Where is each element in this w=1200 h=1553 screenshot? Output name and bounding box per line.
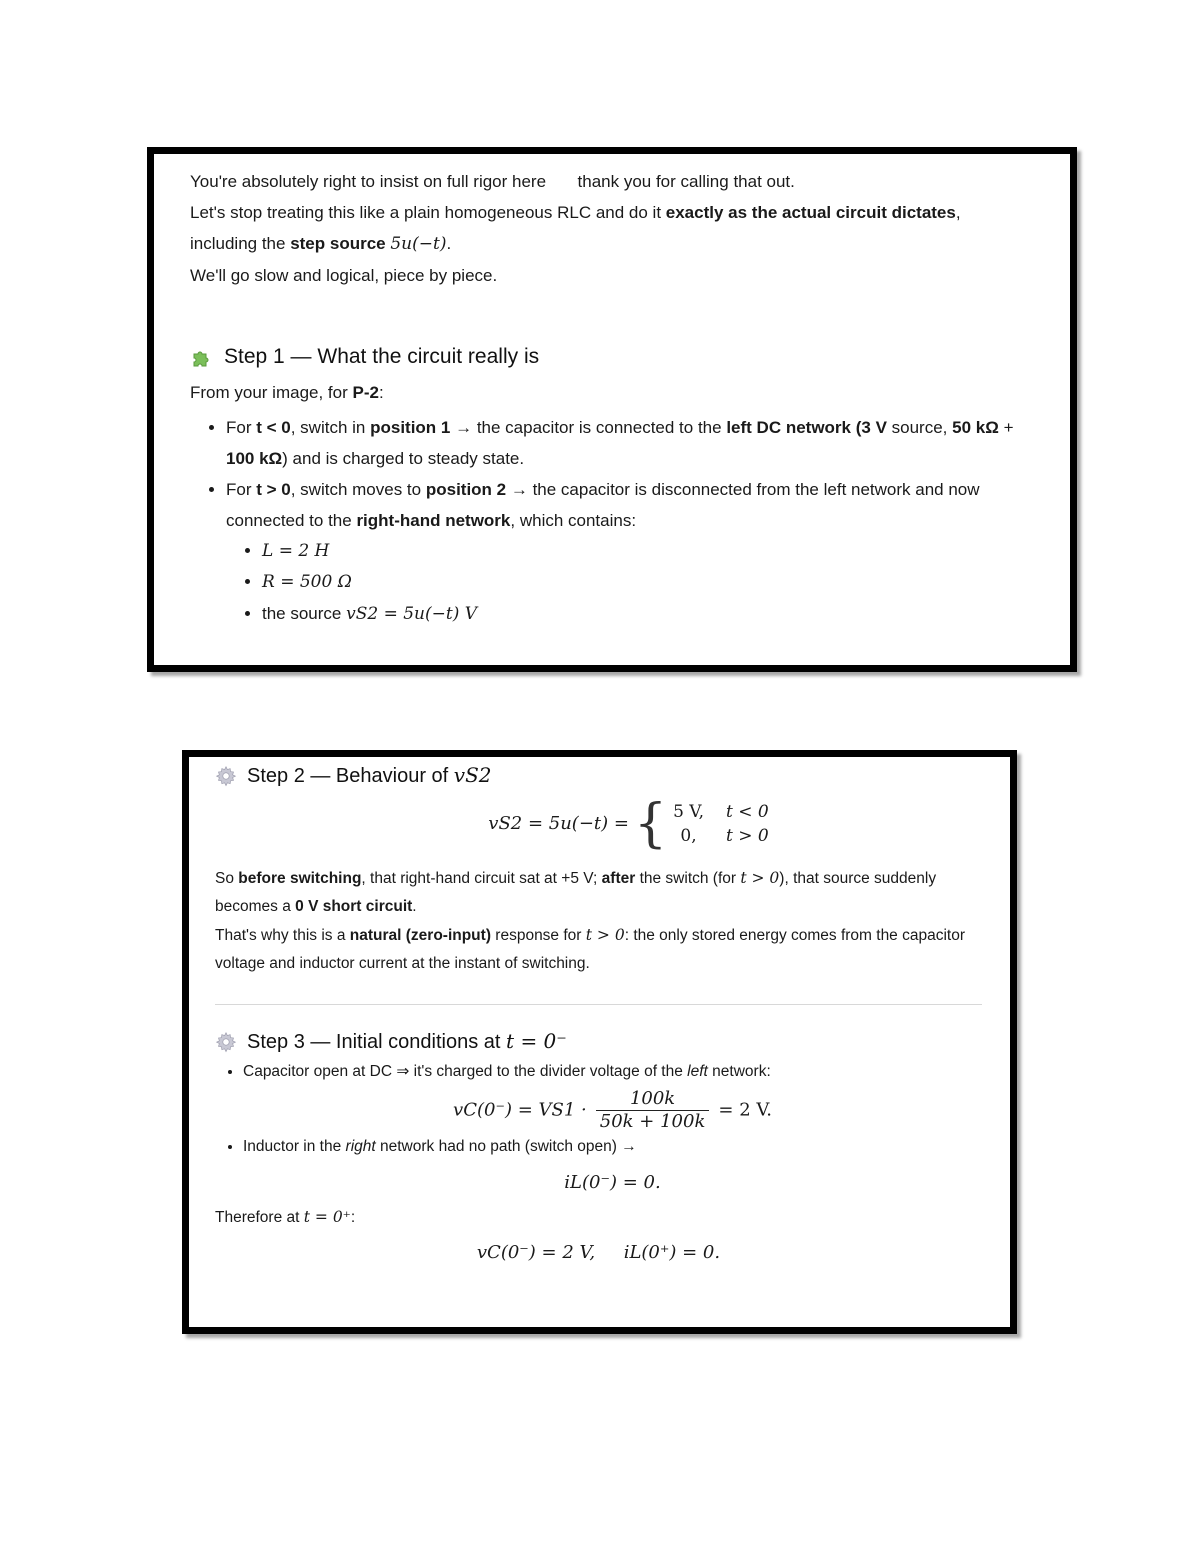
so-text: ), that source suddenly becomes a (215, 870, 937, 915)
b2-right: right-hand network (356, 511, 511, 530)
initial-conditions-list (215, 1058, 982, 1197)
step-source-expr: 5u(−t) (390, 234, 447, 254)
b1-3v: 3 V (861, 418, 887, 437)
step2-heading (215, 763, 982, 788)
c1-italic: left (687, 1063, 708, 1080)
intro-text: Let's stop treating this like a plain homogeneous RLC and do it (190, 203, 666, 222)
step1-heading (190, 345, 1034, 369)
source-text: the source (262, 604, 347, 623)
c2-text: Inductor in the (243, 1138, 346, 1155)
intro-text: thank you for calling that out. (577, 172, 795, 191)
case1-cond: t < 0 (726, 802, 769, 822)
intro-bold: exactly as the actual circuit dictates (665, 203, 956, 222)
inductor-bullet (243, 1133, 982, 1197)
intro-text: including the (190, 234, 291, 253)
vc-lhs: vC(0⁻) = VS1 · (453, 1099, 587, 1121)
b2-text: , which contains: (510, 511, 637, 530)
so-bold: 0 V short circuit (295, 898, 413, 915)
c2-italic: right (345, 1138, 376, 1155)
answer-panel-2 (182, 750, 1017, 1334)
circuit-bullets (190, 412, 1034, 630)
step2-var: vS2 (453, 763, 492, 787)
b1-text: ) and is charged to steady state. (282, 449, 525, 468)
b1-r2: 100 kΩ (226, 449, 283, 468)
case2-value: 0, (680, 826, 697, 846)
vs2-lhs: vS2 = 5u(−t) = (488, 812, 629, 834)
divider-fraction (596, 1088, 710, 1133)
step1-title: Step 1 — What the circuit really is (224, 345, 540, 368)
vc-equation (243, 1088, 982, 1133)
b1-pos: position 1 (370, 418, 451, 437)
resistor-value: • R = 500 Ω (262, 567, 1034, 598)
source-value (262, 598, 1034, 630)
puzzle-piece-icon (190, 345, 214, 369)
bullet-t-positive (226, 474, 1034, 630)
source-expr: vS2 = 5u(−t) V (346, 604, 478, 624)
c1-text: network: (707, 1063, 771, 1080)
so-text: . (412, 898, 417, 915)
b2-pos: position 2 (425, 480, 507, 499)
right-network-items (226, 536, 1034, 630)
b2-text: → the capacitor is disconnected from the left network and now connected to the (226, 480, 980, 530)
step3-heading (215, 1029, 982, 1054)
so-text: , that right-hand circuit sat at +5 V; (361, 870, 602, 887)
step2-title (247, 763, 492, 788)
intro-line-2: Let's stop treating this like a plain homogeneous RLC and do it exactly as the actual circuit dictates, (190, 203, 961, 222)
intro-line-3: including the step source 5u(−t). (190, 234, 452, 254)
b1-left: left DC network (726, 418, 851, 437)
c1-text: Capacitor open at DC ⇒ it's charged to the divider voltage of the (243, 1063, 688, 1080)
therefore-line (215, 1203, 982, 1232)
b1-text: + (998, 418, 1014, 437)
why-text: response for (490, 927, 586, 944)
final-equation: vC(0⁻) = 2 V, iL(0⁺) = 0. (476, 1242, 721, 1263)
therefore-text: Therefore at (215, 1209, 304, 1226)
so-bold: after (601, 870, 636, 887)
before-after-paragraph (215, 864, 982, 921)
case2-cond: t > 0 (726, 826, 769, 846)
b1-text: For (226, 418, 257, 437)
b2-text: , switch moves to (290, 480, 426, 499)
frac-numerator: 100k (596, 1088, 710, 1111)
intro-line-4: We'll go slow and logical, piece by piece. (190, 266, 498, 285)
il-equation: iL(0⁻) = 0. (564, 1172, 661, 1193)
so-math: t > 0 (740, 869, 780, 887)
why-math: t > 0 (585, 926, 625, 944)
step3-var: t = 0⁻ (506, 1029, 567, 1053)
vc-rhs: = 2 V. (718, 1099, 772, 1121)
b1-text: , switch in (290, 418, 371, 437)
b1-text: source, (886, 418, 953, 437)
intro-line-1 (190, 166, 1034, 197)
vs2-piecewise (275, 794, 982, 854)
answer-panel-1 (147, 147, 1077, 672)
so-text: So (215, 870, 239, 887)
capacitor-bullet (243, 1058, 982, 1133)
frac-denominator: 50k + 100k (599, 1111, 706, 1132)
why-text: : the only stored energy comes from the capacitor voltage and inductor current at the instant of switching. (215, 927, 966, 972)
b1-open: ( (851, 418, 862, 437)
intro-text: You're absolutely right to insist on full rigor here (190, 172, 547, 191)
brace-glyph: { (633, 794, 668, 854)
problem-label: P-2 (352, 383, 379, 402)
therefore-text: : (350, 1209, 356, 1226)
inductor-value: • L = 2 H (262, 536, 1034, 567)
intro-bold: step source (290, 234, 386, 253)
bullet-t-negative (226, 412, 1034, 474)
gear-icon (215, 765, 237, 787)
so-text: the switch (for (635, 870, 741, 887)
cases-grid (673, 802, 769, 846)
b1-r1: 50 kΩ (952, 418, 999, 437)
natural-response-paragraph (215, 921, 982, 978)
cases-block (633, 794, 769, 854)
b1-text: → the capacitor is connected to the (450, 418, 727, 437)
b2-text: For (226, 480, 257, 499)
case1-value: 5 V, (673, 802, 705, 822)
step3-title-text: Step 3 — Initial conditions at (247, 1031, 507, 1053)
why-bold: natural (zero-input) (349, 927, 491, 944)
step3-title (247, 1029, 567, 1054)
b1-cond: t < 0 (256, 418, 291, 437)
from-line: From your image, for P-2: (190, 383, 384, 402)
therefore-math: t = 0⁺ (303, 1208, 351, 1226)
step2-title-text: Step 2 — Behaviour of (247, 765, 454, 787)
b2-cond: t > 0 (256, 480, 291, 499)
so-bold: before switching (238, 870, 362, 887)
c2-text: network had no path (switch open) → (375, 1138, 637, 1155)
why-text: That's why this is a (215, 927, 350, 944)
gear-icon (215, 1031, 237, 1053)
from-text: From your image, for (190, 383, 353, 402)
